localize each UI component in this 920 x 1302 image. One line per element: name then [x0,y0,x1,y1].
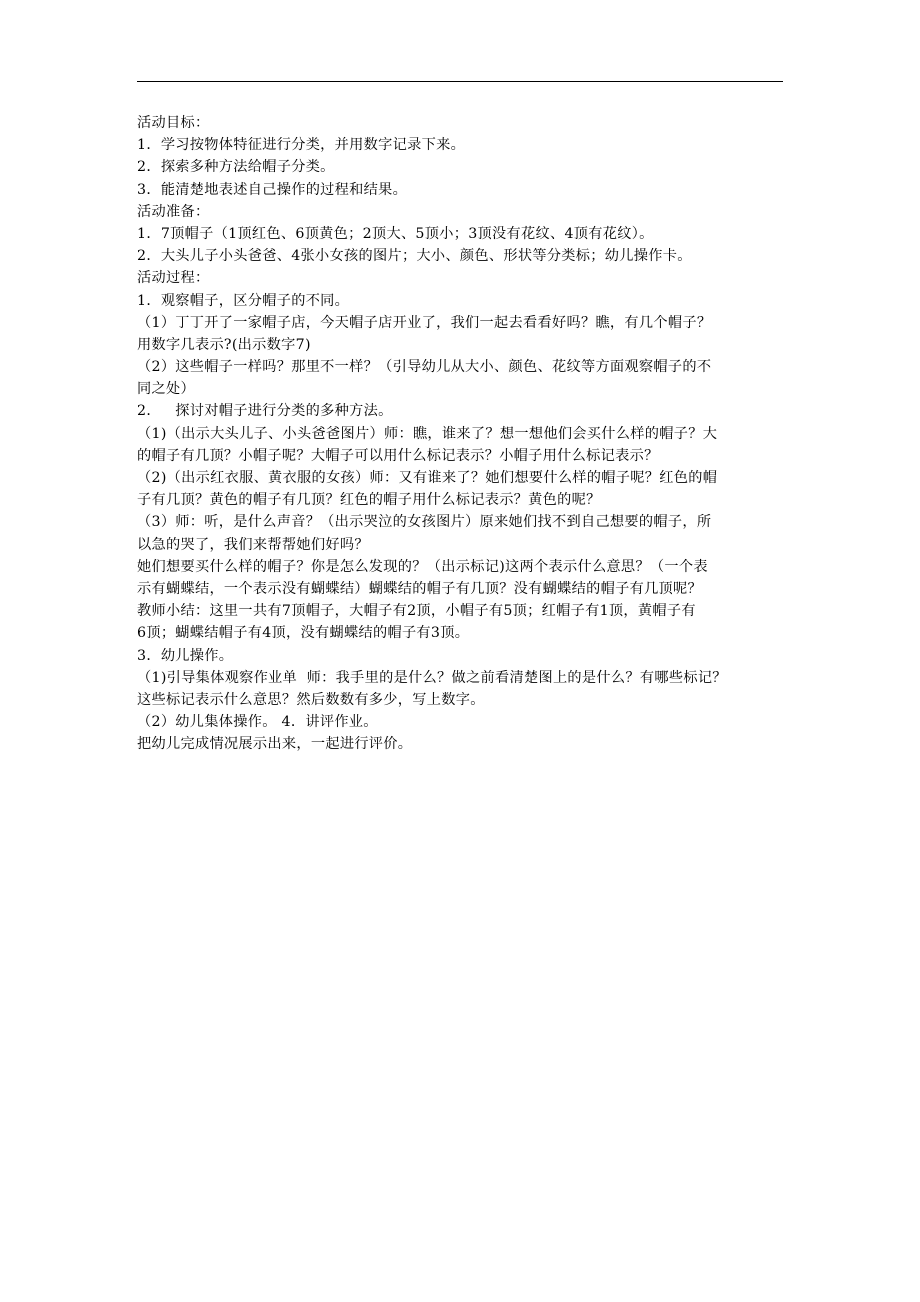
text-line: （2)（出示红衣服、黄衣服的女孩）师：又有谁来了？她们想要什么样的帽子呢？红色的帽 [137,470,718,486]
text-line: 2．探索多种方法给帽子分类。 [137,159,335,176]
header-rule [137,81,783,82]
text-line: （1)引导集体观察作业单 师：我手里的是什么？做之前看清楚图上的是什么？有哪些标记？ [137,669,727,686]
text-line: 用数字几表示?(出示数字7) [137,336,311,353]
text-line: 1．观察帽子，区分帽子的不同。 [137,292,350,309]
text-line: （1)（出示大头儿子、小头爸爸图片）师：瞧，谁来了？想一想他们会买什么样的帽子？大 [137,425,718,442]
text-line: 的帽子有几顶？小帽子呢？大帽子可以用什么标记表示？小帽子用什么标记表示？ [137,447,659,464]
text-line: （3）师：听，是什么声音？（出示哭泣的女孩图片）原来她们找不到自己想要的帽子，所 [137,514,712,531]
text-line: 以急的哭了，我们来帮帮她们好吗？ [137,536,369,553]
text-line: 这些标记表示什么意思？然后数数有多少，写上数字。 [137,691,485,708]
document-body [137,112,787,755]
text-line: （2）这些帽子一样吗？那里不一样？（引导幼儿从大小、颜色、花纹等方面观察帽子的不 [137,359,712,376]
text-line: 3．能清楚地表述自己操作的过程和结果。 [137,181,408,198]
text-line: 示有蝴蝶结，一个表示没有蝴蝶结）蝴蝶结的帽子有几顶？没有蝴蝶结的帽子有几顶呢？ [137,580,703,597]
text-line: 3．幼儿操作。 [137,647,234,664]
text-line: 1．7顶帽子（1顶红色、6顶黄色；2顶大、5顶小；3顶没有花纹、4顶有花纹）。 [137,225,654,242]
text-line: 2． 探讨对帽子进行分类的多种方法。 [137,403,393,420]
section-heading-process: 活动过程： [137,270,210,287]
text-line: 同之处） [137,381,195,398]
section-heading-goals: 活动目标： [137,115,210,131]
text-line: 把幼儿完成情况展示出来，一起进行评价。 [137,736,413,753]
text-line: （2）幼儿集体操作。 4．讲评作业。 [137,714,378,731]
text-line: 她们想要买什么样的帽子？你是怎么发现的？（出示标记)这两个表示什么意思？（一个表 [137,558,708,575]
text-line: 子有几顶？黄色的帽子有几顶？红色的帽子用什么标记表示？黄色的呢？ [137,492,601,509]
text-line: 6顶；蝴蝶结帽子有4顶，没有蝴蝶结的帽子有3顶。 [137,625,470,642]
text-line: 2．大头儿子小头爸爸、4张小女孩的图片；大小、颜色、形状等分类标；幼儿操作卡。 [137,248,692,265]
text-line: 1．学习按物体特征进行分类，并用数字记录下来。 [137,137,466,154]
text-line: 教师小结：这里一共有7顶帽子，大帽子有2顶，小帽子有5顶；红帽子有1顶，黄帽子有 [137,603,696,620]
section-heading-preparation: 活动准备： [137,203,210,220]
text-line: （1）丁丁开了一家帽子店，今天帽子店开业了，我们一起去看看好吗？瞧，有几个帽子？ [137,314,712,331]
